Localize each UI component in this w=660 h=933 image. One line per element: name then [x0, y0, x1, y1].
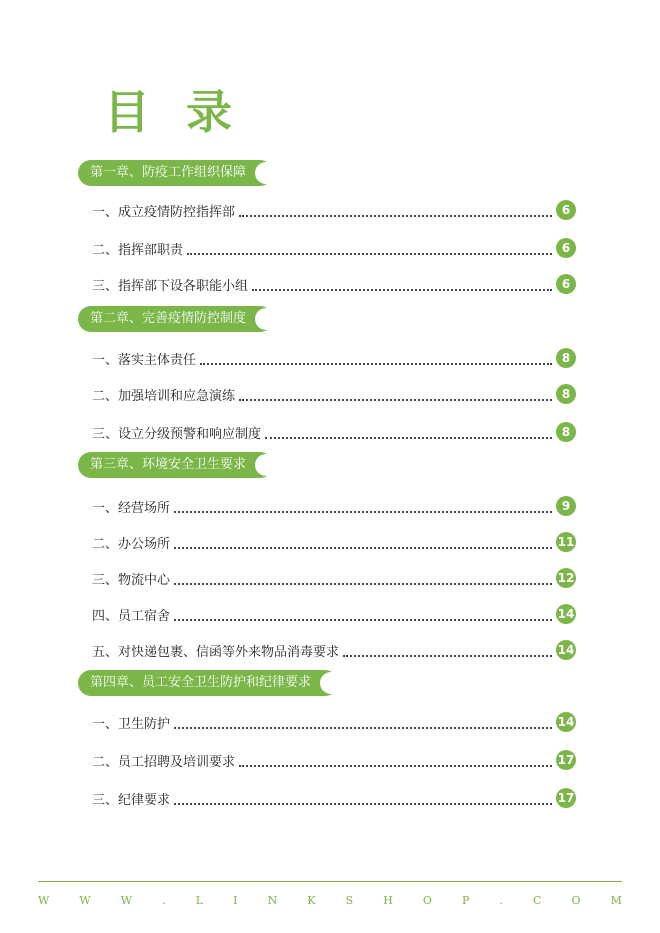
page-number-badge: 14	[556, 640, 576, 660]
toc-entry[interactable]	[92, 566, 576, 590]
dot-leader	[174, 715, 552, 729]
footer-letter: W	[79, 894, 91, 907]
page-number-badge: 8	[556, 422, 576, 442]
toc-entry[interactable]	[92, 346, 576, 370]
toc-entry[interactable]	[92, 530, 576, 554]
toc-entry-label: 一、卫生防护	[92, 716, 171, 732]
footer-letter: W	[120, 894, 133, 907]
toc-entry-label: 二、员工招聘及培训要求	[92, 754, 236, 770]
chapter-title: 第三章、环境安全卫生要求	[90, 457, 247, 472]
toc-entry[interactable]	[92, 710, 576, 734]
dot-leader	[174, 535, 552, 549]
toc-entry-label: 三、设立分级预警和响应制度	[92, 426, 262, 442]
footer-letter: K	[307, 894, 316, 907]
toc-entry-label: 五、对快递包裹、信函等外来物品消毒要求	[92, 644, 340, 660]
footer-letter: M	[610, 894, 622, 907]
footer-letter: O	[571, 894, 581, 907]
dot-leader	[174, 791, 552, 805]
toc-entry-label: 二、指挥部职责	[92, 242, 184, 258]
page-number-badge: 6	[556, 200, 576, 220]
footer-letter: C	[533, 894, 542, 907]
page-number-badge: 6	[556, 274, 576, 294]
toc-entry[interactable]	[92, 272, 576, 296]
toc-entry-label: 二、加强培训和应急演练	[92, 388, 236, 404]
footer-letter: O	[422, 894, 432, 907]
chapter-3-heading[interactable]	[78, 452, 260, 478]
dot-leader	[174, 571, 552, 585]
chapter-2-heading[interactable]	[78, 306, 260, 332]
toc-entry-label: 三、物流中心	[92, 572, 171, 588]
footer-letter: S	[345, 894, 354, 907]
toc-entry-label: 一、经营场所	[92, 500, 171, 516]
page-number-badge: 12	[556, 568, 576, 588]
page-number-badge: 8	[556, 384, 576, 404]
dot-leader	[239, 387, 552, 401]
toc-entry[interactable]	[92, 382, 576, 406]
page-number-badge: 11	[556, 532, 576, 552]
toc-entry-label: 二、办公场所	[92, 536, 171, 552]
page-number-badge: 9	[556, 496, 576, 516]
page-title: 目 录	[104, 85, 243, 139]
dot-leader	[252, 277, 552, 291]
toc-entry-label: 四、员工宿舍	[92, 608, 171, 624]
footer-letter: I	[233, 894, 238, 907]
footer-letter: W	[38, 894, 50, 907]
toc-entry[interactable]	[92, 786, 576, 810]
toc-entry[interactable]	[92, 748, 576, 772]
dot-leader	[187, 241, 552, 255]
chapter-title: 第二章、完善疫情防控制度	[90, 311, 247, 326]
toc-entry-label: 一、落实主体责任	[92, 352, 197, 368]
footer-divider	[38, 881, 622, 882]
toc-entry[interactable]	[92, 420, 576, 444]
footer-website[interactable]	[38, 894, 622, 907]
toc-entry[interactable]	[92, 494, 576, 518]
footer-letter: .	[499, 894, 503, 907]
toc-entry[interactable]	[92, 236, 576, 260]
page-number-badge: 17	[556, 750, 576, 770]
dot-leader	[343, 643, 552, 657]
page-number-badge: 14	[556, 604, 576, 624]
dot-leader	[200, 351, 552, 365]
chapter-1-heading[interactable]	[78, 160, 260, 186]
dot-leader	[239, 203, 552, 217]
footer-letter: L	[195, 894, 204, 907]
page-number-badge: 17	[556, 788, 576, 808]
page-number-badge: 14	[556, 712, 576, 732]
page-number-badge: 6	[556, 238, 576, 258]
footer-letter: .	[162, 894, 166, 907]
toc-entry[interactable]	[92, 638, 576, 662]
toc-entry[interactable]	[92, 198, 576, 222]
toc-entry[interactable]	[92, 602, 576, 626]
dot-leader	[174, 607, 552, 621]
dot-leader	[239, 753, 552, 767]
toc-entry-label: 三、纪律要求	[92, 792, 171, 808]
toc-entry-label: 三、指挥部下设各职能小组	[92, 278, 249, 294]
chapter-4-heading[interactable]	[78, 670, 325, 696]
toc-entry-label: 一、成立疫情防控指挥部	[92, 204, 236, 220]
footer-letter: N	[267, 894, 278, 907]
footer-letter: H	[383, 894, 393, 907]
dot-leader	[265, 425, 552, 439]
page-number-badge: 8	[556, 348, 576, 368]
footer-letter: P	[461, 894, 470, 907]
chapter-title: 第四章、员工安全卫生防护和纪律要求	[90, 675, 312, 690]
dot-leader	[174, 499, 552, 513]
chapter-title: 第一章、防疫工作组织保障	[90, 165, 247, 180]
